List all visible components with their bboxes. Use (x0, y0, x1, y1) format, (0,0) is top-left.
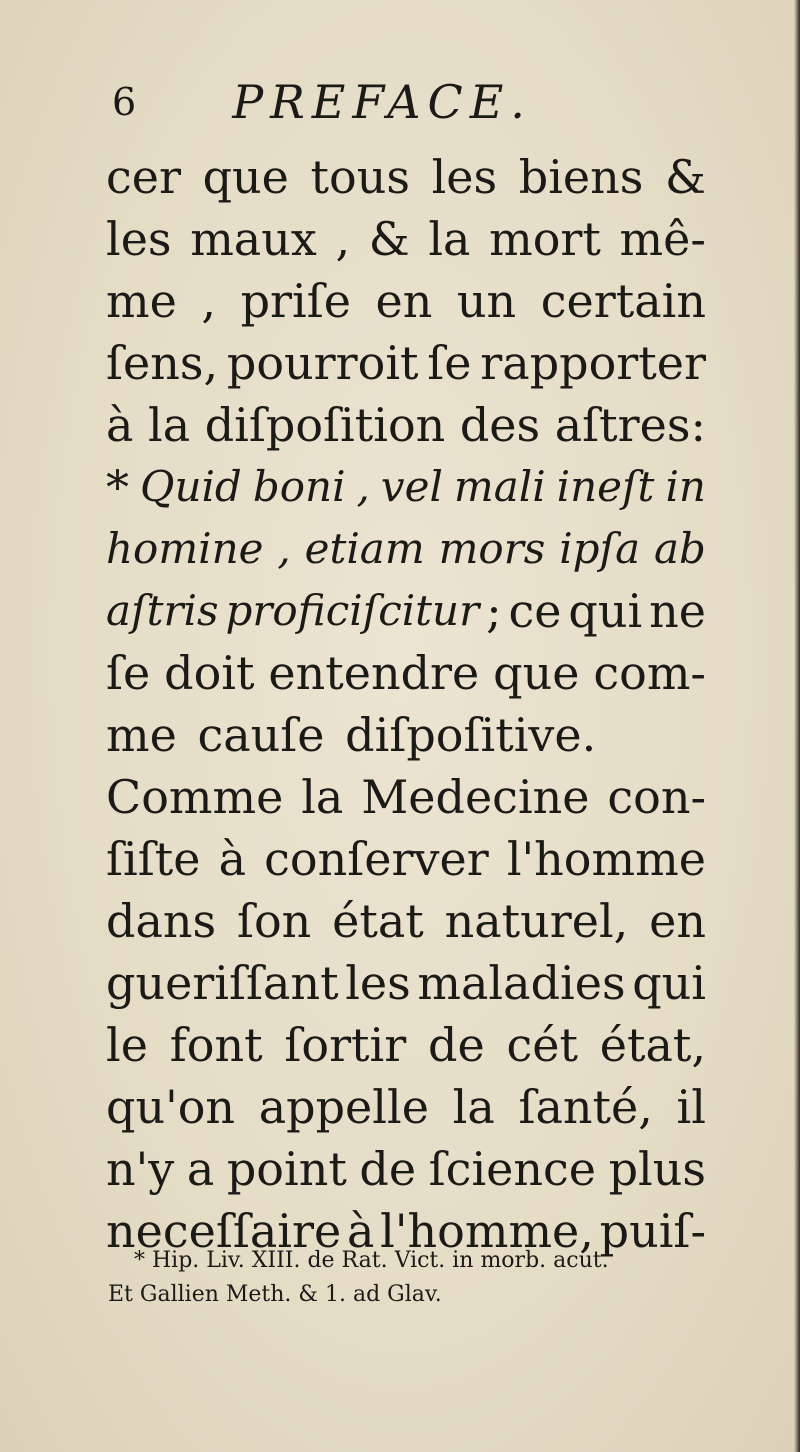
word: priſe (240, 274, 351, 328)
word: les (106, 212, 172, 266)
word: cét (506, 1018, 578, 1072)
page-header (112, 60, 532, 144)
word: , (356, 462, 370, 511)
word: conſerver (264, 832, 489, 886)
running-title: PREFACE. (232, 75, 532, 129)
text-line (106, 456, 706, 518)
word: homine (106, 524, 264, 573)
word: l'homme (506, 832, 706, 886)
word: mê- (619, 212, 706, 266)
text-line (106, 146, 706, 208)
word: des (459, 398, 541, 452)
text-line (106, 704, 706, 766)
word: ſcience (428, 1142, 596, 1196)
text-line (106, 332, 706, 394)
word: ſortir (284, 1018, 407, 1072)
word: com- (593, 646, 706, 700)
word: dans (106, 894, 217, 948)
word: naturel, (444, 894, 629, 948)
word: gueriſſant (106, 956, 339, 1010)
word: puiſ- (599, 1204, 706, 1258)
word: ſe (106, 646, 151, 700)
word: ce (508, 584, 562, 638)
word: in (665, 462, 706, 511)
word: la (301, 770, 344, 824)
word: les (345, 956, 411, 1010)
word: le (106, 1018, 148, 1072)
word: en (375, 274, 433, 328)
word: point (226, 1142, 347, 1196)
word: à (346, 1204, 375, 1258)
word: tous (310, 150, 410, 204)
word: maux (190, 212, 317, 266)
word: que (493, 646, 580, 700)
word: font (169, 1018, 263, 1072)
word: me (106, 708, 177, 762)
word: neceſſaire (106, 1204, 342, 1258)
word: de (428, 1018, 485, 1072)
text-line (106, 580, 706, 642)
word: me (106, 274, 177, 328)
word: aſtris (106, 586, 219, 635)
text-line (106, 270, 706, 332)
word: ſens, (106, 336, 219, 390)
word: aſtres: (554, 398, 706, 452)
word: proficiſcitur (225, 586, 480, 635)
word: ſanté, (518, 1080, 653, 1134)
word: etiam (304, 524, 425, 573)
text-line (106, 518, 706, 580)
word: les (431, 150, 498, 204)
word: doit (164, 646, 255, 700)
word: con- (607, 770, 706, 824)
word: diſpoſitive. (345, 708, 597, 762)
word: qu'on (106, 1080, 236, 1134)
word: certain (540, 274, 706, 328)
word: ne (649, 584, 706, 638)
word: qui (632, 956, 706, 1010)
word: ipſa (559, 524, 641, 573)
word: Medecine (361, 770, 590, 824)
word: plus (608, 1142, 706, 1196)
text-line (106, 766, 706, 828)
word: Quid (140, 462, 242, 511)
word: , (335, 212, 351, 266)
word: cer (106, 150, 181, 204)
word: à (218, 832, 247, 886)
word: la (428, 212, 471, 266)
word: & (665, 150, 706, 204)
word: la (452, 1080, 495, 1134)
word: l'homme, (380, 1204, 594, 1258)
text-line (106, 1076, 706, 1138)
word: que (202, 150, 289, 204)
word: état (332, 894, 424, 948)
word: un (456, 274, 517, 328)
word: cauſe (197, 708, 325, 762)
footnote-line: Et Gallien Meth. & 1. ad Glav. (108, 1282, 442, 1307)
word: Comme (106, 770, 284, 824)
word: la (148, 398, 191, 452)
word: ineſt (556, 462, 655, 511)
text-line (106, 642, 706, 704)
word: diſpoſition (204, 398, 446, 452)
text-line (106, 890, 706, 952)
text-line (106, 1138, 706, 1200)
word: état, (599, 1018, 706, 1072)
word: mali (453, 462, 546, 511)
text-line (106, 952, 706, 1014)
word: biens (518, 150, 644, 204)
text-line (106, 394, 706, 456)
word: ſon (236, 894, 312, 948)
word: & (368, 212, 410, 266)
word: appelle (258, 1080, 429, 1134)
word: entendre (268, 646, 480, 700)
word: ſe (427, 336, 472, 390)
word: ; (486, 584, 502, 638)
word: vel (380, 462, 443, 511)
footnotes (108, 1244, 698, 1312)
page-edge-shadow (794, 0, 800, 1452)
word: pourroit (226, 336, 419, 390)
footnote-line: * Hip. Liv. XIII. de Rat. Vict. in morb. acut. (134, 1248, 609, 1273)
text-line (106, 828, 706, 890)
word: ſiſte (106, 832, 201, 886)
word: a (186, 1142, 215, 1196)
word: mors (438, 524, 546, 573)
word: mort (489, 212, 601, 266)
text-line (106, 208, 706, 270)
text-line (106, 1014, 706, 1076)
word: ab (654, 524, 706, 573)
body-text (106, 146, 706, 1262)
word: à (106, 398, 134, 452)
word: boni (252, 462, 346, 511)
page-number: 6 (112, 80, 137, 124)
word: rapporter (480, 336, 706, 390)
word: de (359, 1142, 417, 1196)
word: , (277, 524, 291, 573)
word: * (106, 460, 129, 514)
word: n'y (106, 1142, 175, 1196)
word: , (201, 274, 217, 328)
word: en (649, 894, 706, 948)
word: il (676, 1080, 706, 1134)
word: qui (568, 584, 643, 638)
word: maladies (417, 956, 626, 1010)
